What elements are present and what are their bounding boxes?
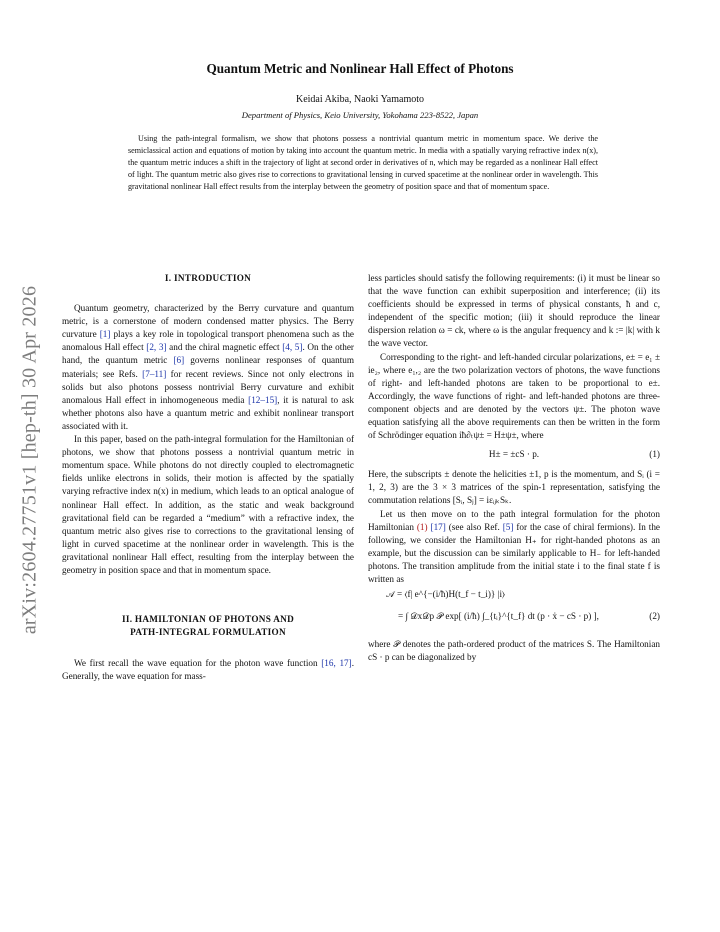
arxiv-id-text[interactable]: arXiv:2604.27751v1 [hep-th] 30 Apr 2026 — [18, 285, 41, 635]
citation-link[interactable]: [1] — [99, 329, 111, 340]
right-column — [368, 272, 660, 664]
citation-link[interactable]: [5] — [502, 521, 514, 532]
intro-paragraph-2: In this paper, based on the path-integral formulation for the Hamiltonian of photons, we show that photons possess a nontrivial quantum metric in momentum space. While photons do not directly coupled to electromagnetic fields unlike electrons in solids, their motion is affected by the spatially varying refractive index n(x) in medium, which leads to an optical analogue of nonlinear Hall effect. In addition, as the static and weak background gravitational field can be regarded a “medium” with a refractive index, the quantum metric also gives rise to corrections to the gravitational lensing of light in curved spacetime at the nonlinear order in wavelength. This is the gravitational nonlinear Hall effect, resulting from the interplay between the geometry in position space and that in momentum space. — [62, 434, 354, 575]
equation-2-number: (2) — [649, 611, 660, 622]
path-ordered-paragraph: where 𝒫 denotes the path-ordered product of the matrices S. The Hamiltonian cS · p can be diagonalized by — [368, 639, 660, 663]
helicity-paragraph: Here, the subscripts ± denote the helicities ±1, p is the momentum, and Sᵢ (i = 1, 2, 3) are the 3 × 3 matrices of the spin-1 representation, satisfying the commutation relations [Sᵢ, Sⱼ] = iεᵢⱼₖSₖ. — [368, 469, 660, 506]
requirements-paragraph: less particles should satisfy the following requirements: (i) it must be linear so that the wave function can exhibit superposition and interference; (ii) its coefficients should be expressed in terms of physical constants, ħ and c, independent of the specific motion; (iii) it should reproduce the linear dispersion relation ω = ck, where ω is the angular frequency and k := |k| with k the wave vector. — [368, 273, 660, 349]
intro-paragraph-1: Quantum geometry, characterized by the Berry curvature and quantum metric, is a cornerstone of modern condensed matter physics. The Berry curvature [1] plays a key role in topological transport phenomena such as the anomalous Hall effect [2, 3] and the chiral magnetic effect [4, 5]. On the other hand, the quantum metric [6] governs nonlinear responses of quantum materials; see Refs. [7–11] for recent reviews. Since not only electrons in solids but also photons possess nontrivial Berry curvature and exhibit anomalous Hall effect in inhomogeneous media [12–15], it is natural to ask whether photons also have a quantum metric and exhibit nonlinear transport associated with it. — [62, 303, 355, 431]
citation-link[interactable]: [4, 5] — [282, 342, 303, 353]
citation-link[interactable]: [16, 17] — [321, 658, 352, 669]
citation-link[interactable]: [6] — [173, 355, 185, 366]
section2-paragraph-1: We first recall the wave equation for the photon wave function [16, 17]. Generally, the wave equation for mass- — [62, 658, 354, 682]
citation-link[interactable]: [17] — [430, 521, 446, 532]
citation-link[interactable]: [7–11] — [142, 368, 167, 379]
citation-link[interactable]: [2, 3] — [146, 342, 167, 353]
paper-authors: Keidai Akiba, Naoki Yamamoto — [295, 94, 425, 105]
equation-2 — [368, 586, 660, 638]
paper-title: Quantum Metric and Nonlinear Hall Effect of Photons — [206, 61, 514, 76]
arxiv-sidebar-stamp — [20, 260, 40, 660]
abstract: Using the path-integral formalism, we show that photons possess a nontrivial quantum metric in momentum space. We derive the semiclassical action and equations of motion by taking into account the quantum metric. In media with a spatially varying refractive index n(x), the quantum metric induces a shift in the trajectory of light at second order in derivatives of n, which may be regarded as a nonlinear Hall effect of light. The quantum metric also gives rise to corrections to gravitational lensing in curved spacetime at the nonlinear order in wavelength. This gravitational nonlinear Hall effect results from the interplay between the geometry of position space and that of momentum space. — [128, 134, 598, 192]
equation-1-number: (1) — [649, 449, 660, 460]
equation-2-line-2: = ∫ 𝒟x𝒟p 𝒫 exp[ (i/ħ) ∫_{tᵢ}^{t_f} dt (p · ẋ − cS · p) ], — [398, 611, 599, 622]
left-column — [62, 272, 354, 683]
equation-1 — [368, 442, 660, 468]
equation-reference-link[interactable]: (1) — [416, 521, 428, 532]
path-integral-paragraph: Let us then move on to the path integral formulation for the photon Hamiltonian (1) [17] (see also Ref. [5] for the case of chiral fermions). In the following, we consider the Hamiltonian H₊ for right-handed photons as an example, but the discussion can be similarly applicable to H₋ for left-handed photons. The transition amplitude from the initial state i to the final state f is written as — [368, 508, 661, 584]
polarization-paragraph: Corresponding to the right- and left-handed circular polarizations, e± = e₁ ± ie₂, where e₁,₂ are the two polarization vectors of photons, the wave functions of right- and left-handed photons are taken to be proportional to e±. Accordingly, the wave functions of right- and left-handed photons are three-component objects and are denoted by the vectors ψ±. The photon wave equation satisfying all the above requirements can then be written in the form of Schrödinger equation iħ∂ₜψ± = H±ψ±, where — [368, 351, 660, 441]
paper-affiliation: Department of Physics, Keio University, Yokohama 223-8522, Japan — [241, 110, 479, 120]
section-heading-introduction: I. INTRODUCTION — [164, 273, 252, 283]
equation-1-body: H± = ±cS · p. — [488, 449, 540, 460]
citation-link[interactable]: [12–15] — [248, 394, 278, 405]
section-heading-hamiltonian: II. HAMILTONIAN OF PHOTONS AND PATH-INTEGRAL FORMULATION — [121, 614, 295, 638]
equation-2-line-1: 𝒜 = ⟨f| e^{−(i/ħ)H(t_f − t_i)} |i⟩ — [386, 589, 506, 600]
